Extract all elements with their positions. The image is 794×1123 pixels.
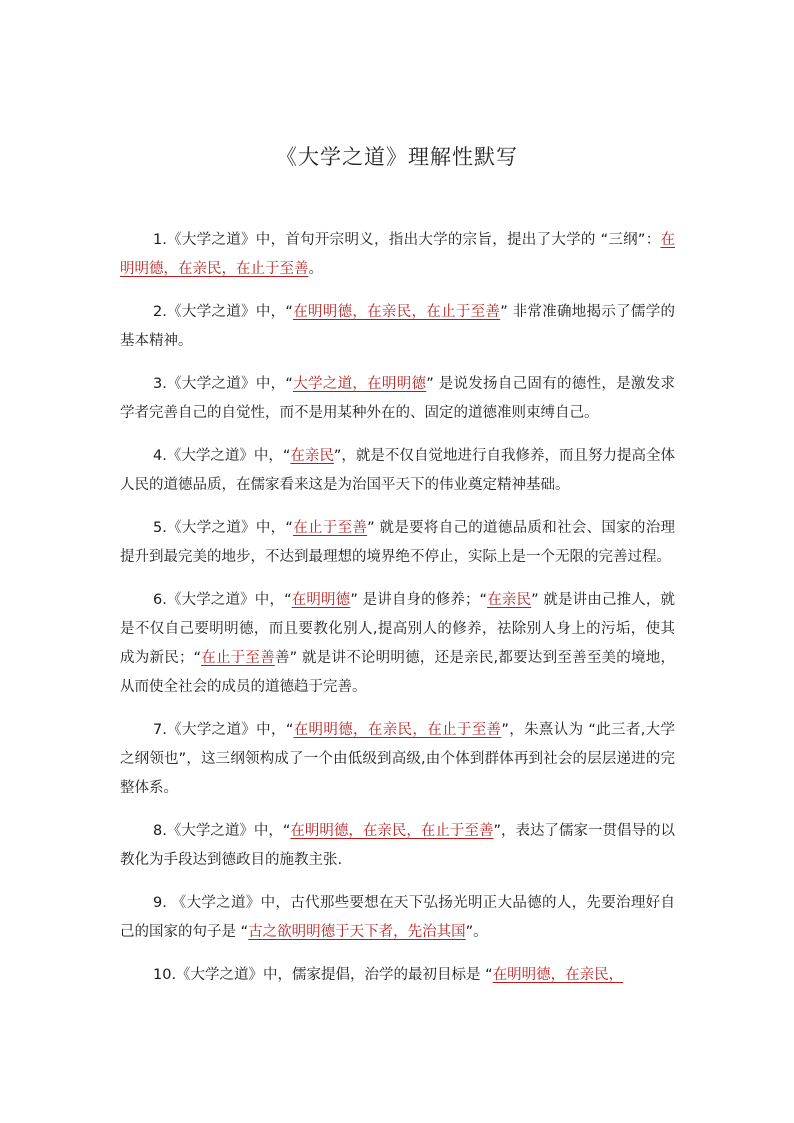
question-text: ”，朱熹认为 “此三者,大学之纲领也”，这三纲领构成了一个由低级到高级,由个体到群体再到社会的层层递进的完整体系。 [120,722,676,796]
question-text: 5.《大学之道》中，“ [153,520,293,536]
question-text: 4.《大学之道》中，“ [153,448,291,464]
question-text: ”。 [465,924,488,940]
question-list [120,226,675,1004]
question-text: 7.《大学之道》中，“ [153,722,294,738]
question-text: 。 [308,261,323,277]
question-item [120,817,675,875]
page-title: 《大学之道》理解性默写 [276,145,518,169]
question-text: 3.《大学之道》中，“ [153,376,293,392]
answer-text: 在亲民 [290,448,334,464]
question-item [120,226,675,284]
question-item [120,716,675,803]
question-item [120,586,675,702]
answer-text: 大学之道，在明明德 [292,376,427,392]
question-item [120,961,675,990]
question-text: 8.《大学之道》中，“ [153,823,291,839]
answer-text: 在明明德，在亲民，在止于至善 [120,232,675,277]
answer-text: 在止于至善 [200,650,275,666]
question-item [120,298,675,356]
answer-text: 在止于至善 [292,520,368,536]
question-text: ” 就是讲由己推人，就是不仅自己要明明德，而且要教化别人,提高别人的修养，祛除别人身上的污垢，使其成为新民；“ [120,592,675,666]
question-item [120,514,675,572]
answer-text: 在明明德 [291,592,351,608]
question-text: 9. 《大学之道》中，古代那些要想在天下弘扬光明正大品德的人，先要治理好自己的国家的句子是 “ [120,895,675,940]
question-text: ”，表达了儒家一贯倡导的以教化为手段达到德政目的施教主张. [120,823,676,868]
question-text: ” 就是要将自己的道德品质和社会、国家的治理提升到最完美的地步，不达到最理想的境界绝不停止，实际上是一个无限的完善过程。 [120,520,675,565]
answer-text: 在明明德，在亲民，在止于至善 [292,304,501,320]
question-item [120,889,675,947]
question-text: ” 非常准确地揭示了儒学的基本精神。 [120,304,675,349]
question-text: 2.《大学之道》中，“ [153,304,293,320]
question-text: 善” 就是讲不论明明德，还是亲民,都要达到至善至美的境地，从而使全社会的成员的道德趋于完善。 [120,650,676,695]
question-text: ” 是讲自身的修养；“ [350,592,488,608]
answer-text: 在明明德，在亲民，在止于至善 [293,722,502,738]
question-text: 6.《大学之道》中，“ [153,592,292,608]
question-text: 10.《大学之道》中，儒家提倡，治学的最初目标是 “ [153,967,493,983]
question-text: ”，就是不仅自觉地进行自我修养，而且努力提高全体人民的道德品质，在儒家看来这是为治国平天下的伟业奠定精神基础。 [120,448,675,493]
question-text: 1.《大学之道》中，首句开宗明义，指出大学的宗旨，提出了大学的 “三纲”： [153,232,661,248]
answer-text: 在明明德，在亲民，在止于至善 [290,823,494,839]
question-item [120,370,675,428]
answer-text: 古之欲明明德于天下者，先治其国 [248,924,466,940]
question-item [120,442,675,500]
question-text: ” 是说发扬自己固有的德性，是激发求学者完善自己的自觉性，而不是用某种外在的、固定的道德准则束缚自己。 [120,376,675,421]
answer-text: 在明明德，在亲民， [492,967,624,983]
answer-text: 在亲民 [487,592,532,608]
